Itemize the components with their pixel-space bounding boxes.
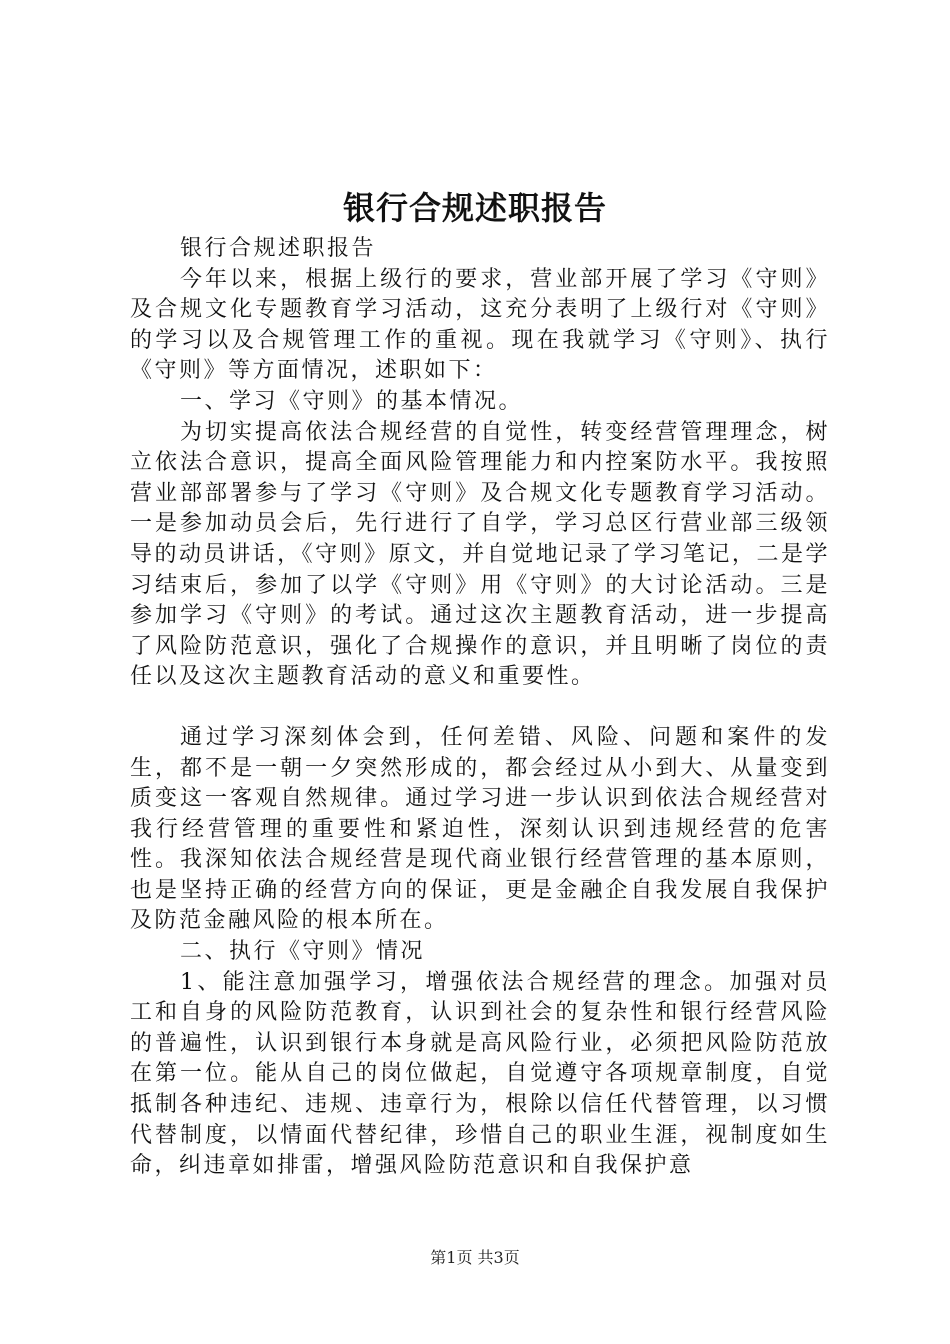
page-indicator: 第1页 共3页 <box>430 1248 520 1267</box>
paragraph-reflection: 通过学习深刻体会到，任何差错、风险、问题和案件的发生，都不是一朝一夕突然形成的，都会经过从小到大、从量变到质变这一客观自然规律。通过学习进一步认识到依法合规经营对我行经营管理的重要性和紧迫性，深刻认识到违规经营的危害性。我深知依法合规经营是现代商业银行经营管理的基本原则，也是坚持正确的经营方向的保证，更是金融企自我发展自我保护及防范金融风险的根本所在。 <box>130 724 830 934</box>
section-heading-2: 二、执行《守则》情况 <box>180 939 426 965</box>
section-heading-1: 一、学习《守则》的基本情况。 <box>180 388 524 414</box>
paragraph-intro: 今年以来，根据上级行的要求，营业部开展了学习《守则》及合规文化专题教育学习活动，这充分表明了上级行对《守则》的学习以及合规管理工作的重视。现在我就学习《守则》、执行《守则》等方面情况，述职如下： <box>130 266 830 384</box>
document-title: 银行合规述职报告 <box>342 189 607 227</box>
document-body <box>130 234 830 1182</box>
paragraph-study: 为切实提高依法合规经营的自觉性，转变经营管理理念，树立依法合意识，提高全面风险管理能力和内控案防水平。我按照营业部部署参与了学习《守则》及合规文化专题教育学习活动。一是参加动员会后，先行进行了自学，学习总区行营业部三级领导的动员讲话，《守则》原文，并自觉地记录了学习笔记，二是学习结束后，参加了以学《守则》用《守则》的大讨论活动。三是参加学习《守则》的考试。通过这次主题教育活动，进一步提高了风险防范意识，强化了合规操作的意识，并且明晰了岗位的责任以及这次主题教育活动的意义和重要性。 <box>130 419 830 690</box>
paragraph-subtitle: 银行合规述职报告 <box>180 236 377 261</box>
paragraph-execution-1: 1、能注意加强学习，增强依法合规经营的理念。加强对员工和自身的风险防范教育，认识到社会的复杂性和银行经营风险的普遍性，认识到银行本身就是高风险行业，必须把风险防范放在第一位。能从自己的岗位做起，自觉遵守各项规章制度，自觉抵制各种违纪、违规、违章行为，根除以信任代替管理，以习惯代替制度，以情面代替纪律，珍惜自己的职业生涯，视制度如生命，纠违章如排雷，增强风险防范意识和自我保护意 <box>130 969 830 1179</box>
